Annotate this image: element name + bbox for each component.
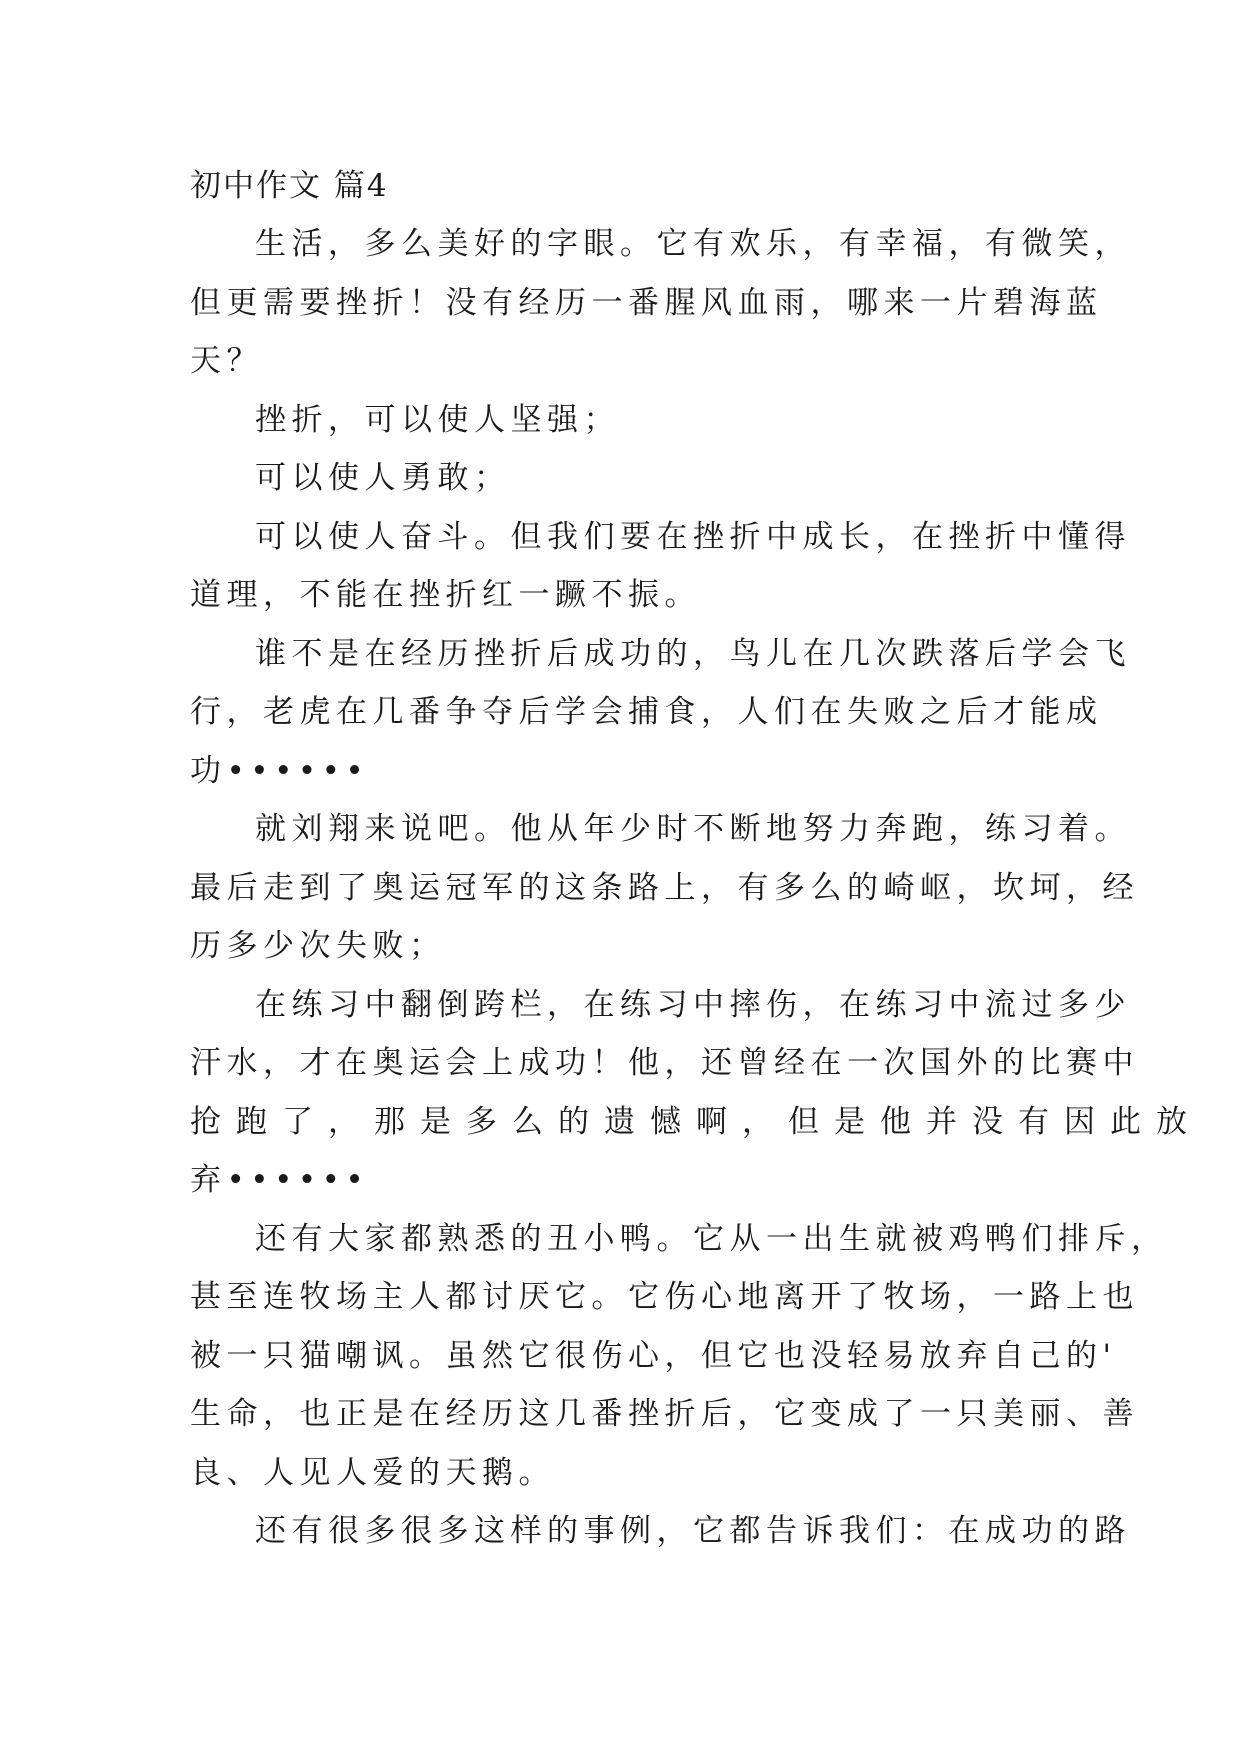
text-line: 还有大家都熟悉的丑小鸭。它从一出生就被鸡鸭们排斥， [255,1221,1168,1257]
text-line: 甚至连牧场主人都讨厌它。它伤心地离开了牧场，一路上也 [190,1279,1139,1315]
text-line: 挫折，可以使人坚强； [255,402,620,438]
text-line: 可以使人奋斗。但我们要在挫折中成长，在挫折中懂得 [255,519,1131,555]
text-line: 在练习中翻倒跨栏，在练习中摔伤，在练习中流过多少 [255,987,1131,1023]
text-line: 生活，多么美好的字眼。它有欢乐，有幸福，有微笑， [255,226,1131,262]
text-line: 最后走到了奥运冠军的这条路上，有多么的崎岖，坎坷，经 [190,870,1139,906]
text-line: 行，老虎在几番争夺后学会捕食，人们在失败之后才能成 [190,694,1103,730]
text-line: 天？ [190,343,263,379]
text-line: 可以使人勇敢； [255,460,511,496]
text-line: 功•••••• [190,753,370,789]
text-line: 生命，也正是在经历这几番挫折后，它变成了一只美丽、善 [190,1396,1139,1432]
text-line: 抢跑了，那是多么的遗憾啊，但是他并没有因此放 [190,1104,1202,1140]
document-title: 初中作文 篇4 [190,168,389,204]
text-line: 弃•••••• [190,1162,370,1198]
text-line: 历多少次失败； [190,928,446,964]
text-line: 良、人见人爱的天鹅。 [190,1455,555,1491]
text-line: 被一只猫嘲讽。虽然它很伤心，但它也没轻易放弃自己的' [190,1338,1117,1374]
text-line: 还有很多很多这样的事例，它都告诉我们：在成功的路 [255,1513,1131,1549]
text-line: 汗水，才在奥运会上成功！他，还曾经在一次国外的比赛中 [190,1045,1139,1081]
text-line: 但更需要挫折！没有经历一番腥风血雨，哪来一片碧海蓝 [190,285,1103,321]
text-line: 道理，不能在挫折红一蹶不振。 [190,577,701,613]
text-line: 谁不是在经历挫折后成功的，鸟儿在几次跌落后学会飞 [255,636,1131,672]
text-line: 就刘翔来说吧。他从年少时不断地努力奔跑，练习着。 [255,811,1131,847]
